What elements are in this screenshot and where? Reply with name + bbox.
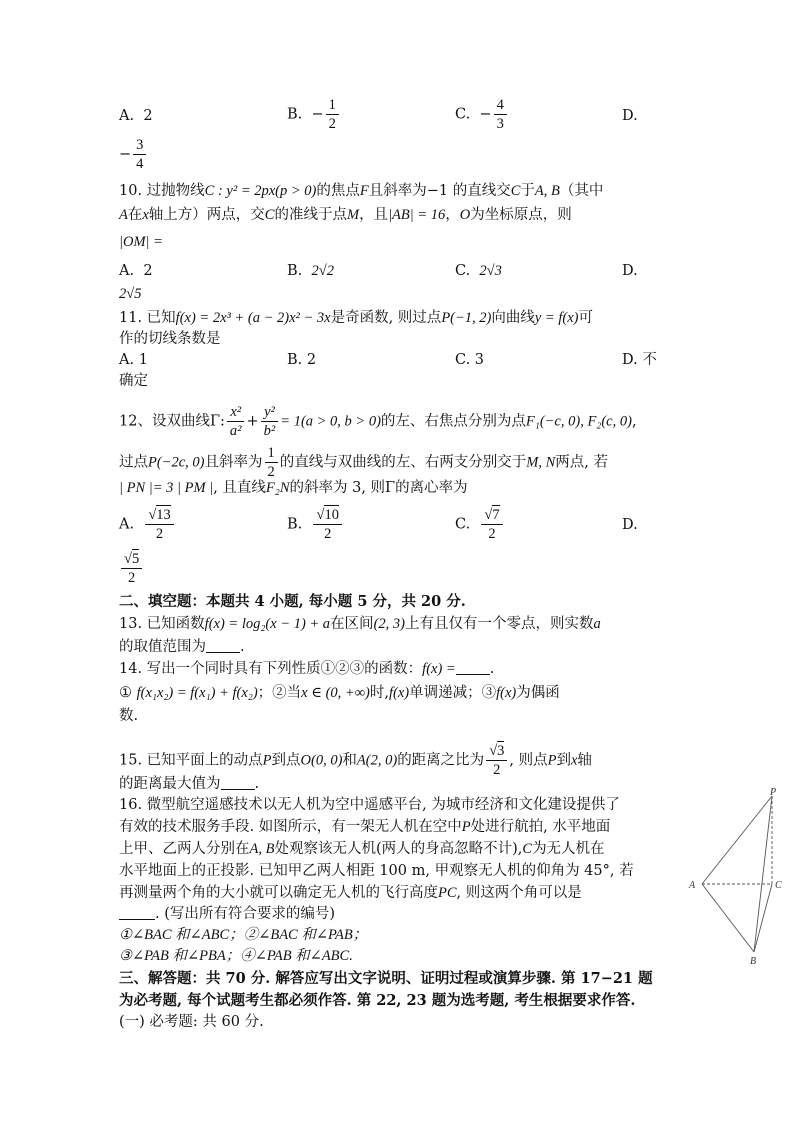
q9-option-c: C. − $\frac{4}{3}$ (455, 96, 509, 133)
edge-pa (702, 796, 772, 884)
q10-line-3: |OM| = (119, 234, 163, 250)
q11-option-d-cont: 确定 (119, 373, 148, 389)
label-a: A (689, 880, 696, 891)
q14-answer-blank[interactable] (456, 660, 490, 675)
label-c: C (775, 880, 782, 891)
section-2-heading: 二、填空题：本题共 4 小题, 每小题 5 分，共 20 分. (119, 593, 466, 610)
q16-line-7: ①∠BAC 和∠ABC；②∠BAC 和∠PAB； (119, 927, 368, 943)
q14-line-3: 数. (119, 708, 139, 724)
q12-option-b: B. $\frac{√10}{2}$ (287, 506, 344, 543)
q11-option-b: B. 2 (287, 352, 317, 368)
q11-option-c: C. 3 (455, 352, 485, 368)
q12-line-2: 过点P(−2c, 0)且斜率为 $\frac{1}{2}$ 的直线与双曲线的左、右两支分别交于M, N两点, 若 (119, 445, 608, 480)
q12-option-a: A. $\frac{√13}{2}$ (119, 506, 176, 543)
q9-d-fraction: $\frac{3}{4}$ (133, 136, 146, 173)
q9-option-a: A. 2 (119, 108, 153, 124)
q11-line-2: 作的切线条数是 (119, 331, 221, 347)
q16-line-3: 上甲、乙两人分别在A, B处观察该无人机(两人的身高忽略不计),C为无人机在 (119, 841, 605, 857)
q10-option-d-value: 2√5 (119, 286, 142, 302)
q14-line-2: ① f(x₁x₂) = f(x₁) + f(x₂)；②当x ∈ (0, +∞)时,f(x)单调递减；③f(x)为偶函 (119, 685, 560, 701)
edge-bc (754, 884, 772, 952)
q15-answer-blank[interactable] (221, 775, 255, 790)
q16-line-5: 再测量两个角的大小就可以确定无人机的飞行高度PC, 则这两个角可以是 (119, 885, 582, 901)
edge-pb (754, 796, 772, 952)
q10-option-b: B. 2√2 (287, 263, 334, 279)
section-3-line-1: 三、解答题：共 70 分. 解答应写出文字说明、证明过程或演算步骤. 第 17−21 题 (119, 970, 653, 987)
q12-option-d-label: D. (622, 517, 638, 533)
q12-line-1: 12、设双曲线Γ: $\frac{\text{x²}}{\text{a²}}$ + $\frac{\text{y²}}{\text{b²}}$ = 1(a > 0, b > 0)的左、右焦点分别为点F₁(−c, 0), F₂(c, 0), (119, 404, 637, 439)
q16-line-1: 16. 微型航空遥感技术以无人机为空中遥感平台, 为城市经济和文化建设提供了 (119, 797, 620, 813)
q11-option-a: A. 1 (119, 352, 148, 368)
q10-line-1: 10. 过抛物线C : y² = 2px(p > 0)的焦点F且斜率为−1 的直线交C于A, B（其中 (119, 183, 604, 199)
q13-line-1: 13. 已知函数f(x) = log₂(x − 1) + a在区间(2, 3)上有且仅有一个零点，则实数a (119, 616, 601, 632)
q12-option-d-value: $\frac{√5}{2}$ (119, 550, 144, 587)
q16-line-6: . (写出所有符合要求的编号) (119, 904, 335, 924)
q14-line-1: 14. 写出一个同时具有下列性质①②③的函数：f(x) = . (119, 661, 495, 677)
q9-option-d-label: D. (622, 108, 638, 124)
q11-option-d: D. 不 (622, 352, 657, 368)
edge-ab (702, 884, 754, 952)
q13-line-2: 的取值范围为 . (119, 639, 245, 655)
q12-line-3: | PN |= 3 | PM |, 且直线F₂N的斜率为 3, 则Γ的离心率为 (119, 480, 468, 496)
label-b: B (750, 956, 757, 967)
q9-c-fraction: $\frac{4}{3}$ (494, 96, 507, 133)
q16-line-2: 有效的技术服务手段. 如图所示，有一架无人机在空中P处进行航拍, 水平地面 (119, 819, 611, 835)
q10-line-2: A在x轴上方）两点，交C的准线于点M，且|AB| = 16，O为坐标原点，则 (119, 207, 572, 223)
q15-line-1: 15. 已知平面上的动点P到点O(0, 0)和A(2, 0)的距离之比为 $\frac{√3}{2}$ , 则点P到x轴 (119, 743, 592, 778)
q16-answer-blank[interactable] (119, 905, 155, 920)
q10-option-a: A. 2 (119, 263, 153, 279)
q16-pyramid-figure (684, 786, 786, 968)
section-3-line-2: 为必考题, 每个试题考生都必须作答. 第 22, 23 题为选考题, 考生根据要求作答. (119, 992, 636, 1009)
q10-option-d-label: D. (622, 263, 638, 279)
q9-option-d-value: − $\frac{3}{4}$ (119, 136, 148, 173)
q10-option-c: C. 2√3 (455, 263, 502, 279)
q16-line-8: ③∠PAB 和∠PBA；④∠PAB 和∠ABC. (119, 948, 353, 964)
label-p: P (770, 787, 777, 798)
section-3-line-3: (一) 必考题: 共 60 分. (119, 1014, 264, 1030)
q13-answer-blank[interactable] (206, 638, 240, 653)
q9-option-b: B. − $\frac{1}{2}$ (287, 96, 341, 133)
q12-option-c: C. $\frac{√7}{2}$ (455, 506, 505, 543)
q11-line-1: 11. 已知f(x) = 2x³ + (a − 2)x² − 3x是奇函数, 则过点P(−1, 2)向曲线y = f(x)可 (119, 310, 593, 326)
q9-b-fraction: $\frac{1}{2}$ (326, 96, 339, 133)
q15-line-2: 的距离最大值为 . (119, 776, 260, 792)
q16-line-4: 水平地面上的正投影. 已知甲乙两人相距 100 m, 甲观察无人机的仰角为 45°, 若 (119, 863, 634, 879)
